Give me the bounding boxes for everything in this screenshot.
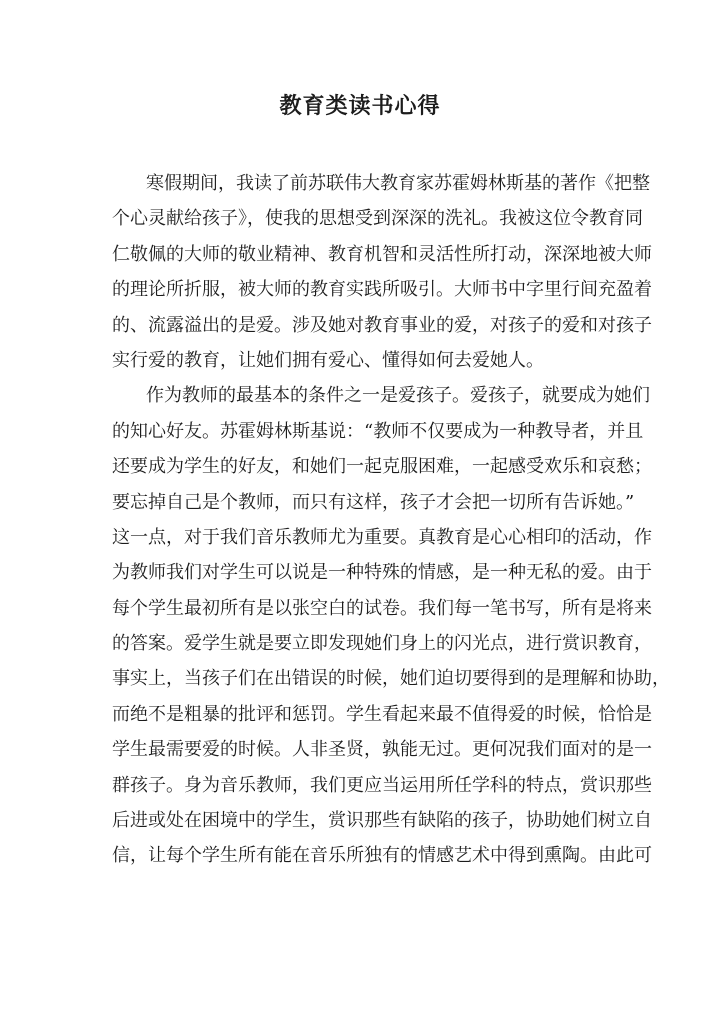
paragraph-line: 寒假期间，我读了前苏联伟大教育家苏霍姆林斯基的著作《把整: [146, 173, 650, 194]
document-title: 教育类读书心得: [279, 93, 441, 119]
paragraph-line: 群孩子。身为音乐教师，我们更应当运用所任学科的特点，赏识那些: [112, 774, 652, 796]
paragraph-line: 学生最需要爱的时候。人非圣贤，孰能无过。更何况我们面对的是一: [112, 739, 652, 761]
paragraph-line: 个心灵献给孩子》，使我的思想受到深深的洗礼。我被这位令教育同: [112, 208, 643, 230]
paragraph-line: 为教师我们对学生可以说是一种特殊的情感，是一种无私的爱。由于: [112, 562, 652, 584]
paragraph-line: 要忘掉自己是个教师，而只有这样，孩子才会把一切所有告诉她。”: [112, 491, 635, 513]
paragraph-line: 的、流露溢出的是爱。涉及她对教育事业的爱，对孩子的爱和对孩子: [112, 314, 652, 336]
paragraph-line: 信，让每个学生所有能在音乐所独有的情感艺术中得到熏陶。由此可: [112, 845, 652, 867]
paragraph-line: 这一点，对于我们音乐教师尤为重要。真教育是心心相印的活动，作: [112, 526, 652, 548]
paragraph-line: 的答案。爱学生就是要立即发现她们身上的闪光点，进行赏识教育，: [112, 633, 652, 655]
paragraph-line: 还要成为学生的好友，和她们一起克服困难，一起感受欢乐和哀愁；: [112, 456, 652, 478]
paragraph-line: 而绝不是粗暴的批评和惩罚。学生看起来最不值得爱的时候，恰恰是: [112, 703, 652, 725]
paragraph-line: 作为教师的最基本的条件之一是爱孩子。爱孩子，就要成为她们: [146, 385, 650, 407]
paragraph-line: 仁敬佩的大师的敬业精神、教育机智和灵活性所打动，深深地被大师: [112, 243, 652, 265]
document-body: [112, 166, 670, 874]
paragraph-line: 每个学生最初所有是以张空白的试卷。我们每一笔书写，所有是将来: [112, 597, 652, 619]
paragraph-line: 后进或处在困境中的学生，赏识那些有缺陷的孩子，协助她们树立自: [112, 810, 652, 832]
paragraph-line: 的知心好友。苏霍姆林斯基说：“教师不仅要成为一种教导者，并且: [112, 420, 644, 442]
paragraph-line: 实行爱的教育，让她们拥有爱心、懂得如何去爱她人。: [112, 349, 544, 371]
paragraph-line: 的理论所折服，被大师的教育实践所吸引。大师书中字里行间充盈着: [112, 279, 652, 301]
paragraph-line: 事实上，当孩子们在出错误的时候，她们迫切要得到的是理解和协助，: [112, 668, 670, 690]
